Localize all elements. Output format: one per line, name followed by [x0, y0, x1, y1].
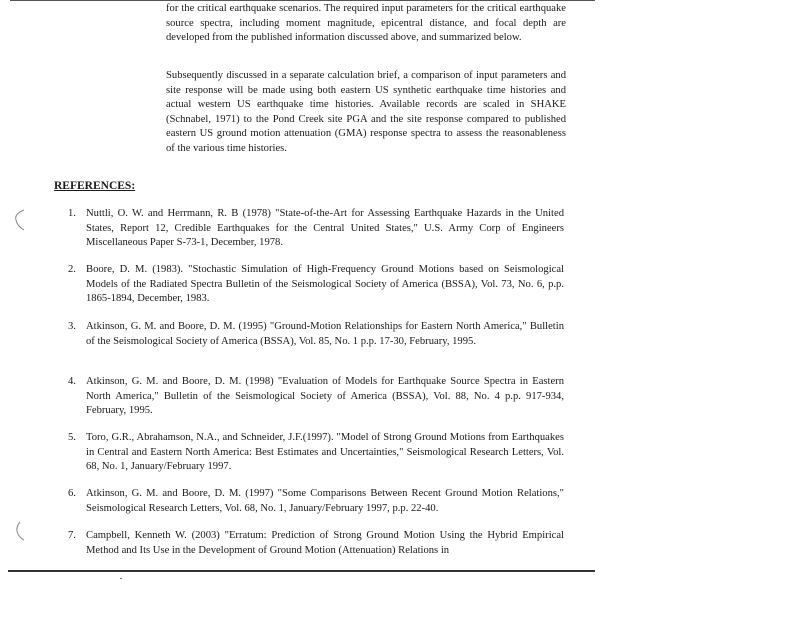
reference-text: Boore, D. M. (1983). "Stochastic Simulation of High-Frequency Ground Motions based on Seismological Models of the Radiated Spectra Bulletin of the Seismological Society of America (BSSA), Vol. 73, No. 6, p.p. 1865-1894, December, 1983.	[86, 264, 564, 304]
punch-hole-mark-icon	[12, 520, 26, 544]
reference-number: 3.	[68, 321, 76, 332]
reference-number: 6.	[68, 488, 76, 499]
reference-item	[68, 529, 564, 558]
reference-number: 2.	[68, 264, 76, 275]
reference-text: Atkinson, G. M. and Boore, D. M. (1997) "Some Comparisons Between Recent Ground Motion Relations," Seismological Research Letters, Vol. 68, No. 1, January/February 1997, p.p. 22-40.	[86, 488, 564, 514]
reference-number: 1.	[68, 208, 76, 219]
reference-text: Atkinson, G. M. and Boore, D. M. (1995) "Ground-Motion Relationships for Eastern North America," Bulletin of the Seismological Society of America (BSSA), Vol. 85, No. 1 p.p. 17-30, February, 1995.	[86, 321, 564, 347]
references-heading: REFERENCES:	[54, 180, 136, 192]
reference-item	[68, 487, 564, 516]
reference-item	[68, 263, 564, 307]
body-paragraph-1: for the critical earthquake scenarios. The required input parameters for the critical earthquake source spectra, including moment magnitude, epicentral distance, and focal depth are developed from the published information discussed above, and summarized below.	[166, 3, 566, 43]
bottom-rule	[8, 570, 595, 572]
reference-text: Toro, G.R., Abrahamson, N.A., and Schneider, J.F.(1997). "Model of Strong Ground Motions from Earthquakes in Central and Eastern North America: Best Estimates and Uncertainties," Seismological Research Letters, Vol. 68, No. 1, January/February 1997.	[86, 432, 564, 472]
reference-item	[68, 431, 564, 475]
reference-text: Atkinson, G. M. and Boore, D. M. (1998) "Evaluation of Models for Earthquake Source Spectra in Eastern North America," Bulletin of the Seismological Society of America (BSSA), Vol. 88, No. 4 p.p. 917-934, February, 1995.	[86, 376, 564, 416]
reference-item	[68, 320, 564, 349]
reference-number: 5.	[68, 432, 76, 443]
reference-number: 4.	[68, 376, 76, 387]
body-paragraph-2: Subsequently discussed in a separate calculation brief, a comparison of input parameters and site response will be made using both eastern US synthetic earthquake time histories and actual western US earthquake time histories. Available records are scaled in SHAKE (Schnabel, 1971) to the Pond Creek site PGA and the site response compared to published eastern US ground motion attenuation (GMA) response spectra to assess the reasonableness of the various time histories.	[166, 70, 566, 154]
top-rule	[10, 0, 595, 1]
reference-item	[68, 375, 564, 419]
punch-hole-mark-icon	[12, 208, 26, 232]
reference-text: Campbell, Kenneth W. (2003) "Erratum: Prediction of Strong Ground Motion Using the Hybrid Empirical Method and Its Use in the Development of Ground Motion (Attenuation) Relations in	[86, 530, 564, 556]
reference-item	[68, 207, 564, 251]
reference-text: Nuttli, O. W. and Herrmann, R. B (1978) "State-of-the-Art for Assessing Earthquake Hazards in the United States, Report 12, Credible Earthquakes for the Central United States," U.S. Army Corp of Engineers Miscellaneous Paper S-73-1, December, 1978.	[86, 208, 564, 248]
scan-speck	[120, 578, 122, 579]
reference-number: 7.	[68, 530, 76, 541]
